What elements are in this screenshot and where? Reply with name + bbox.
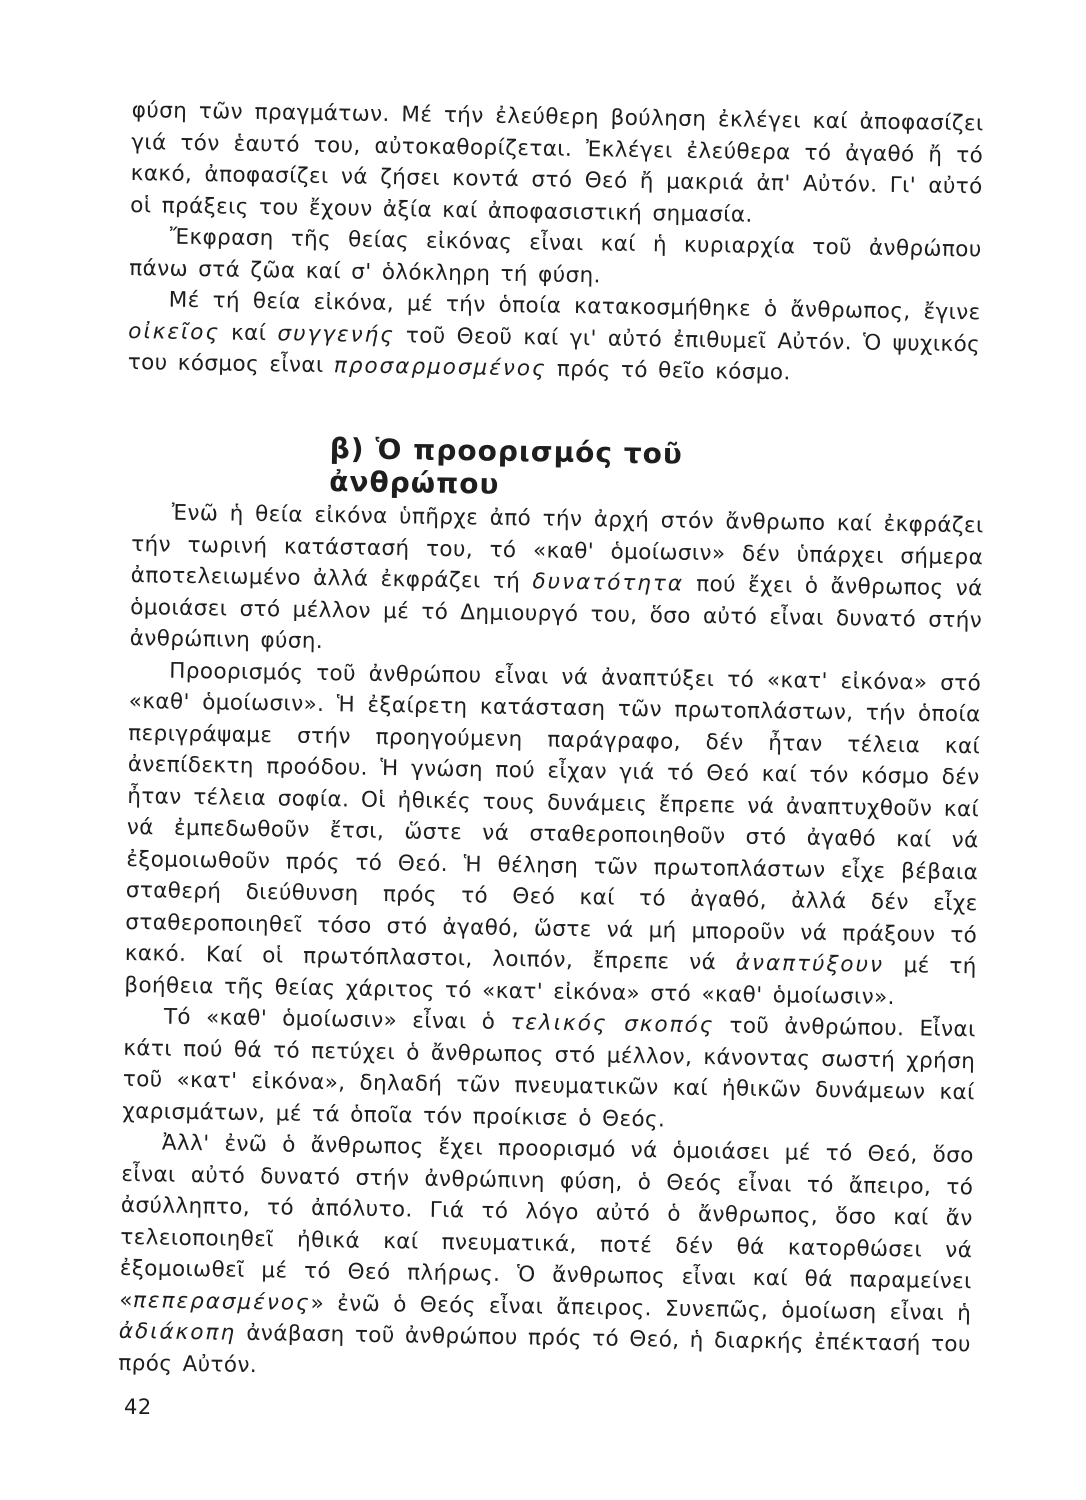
paragraph-text: φύση τῶν πραγμάτων. Μέ τήν ἐλεύθερη βούληση ἐκλέγει καί ἀποφασίζει γιά τόν ἑαυτό του, αὐτοκαθορίζεται. Ἐκλέγει ἐλεύθερα τό ἀγαθό ἤ τό κακό, ἀποφασίζει νά ζήσει κοντά στό Θεό ἤ μακριά ἀπ' Αὐτόν. Γι' αὐτό οἱ πράξεις του ἔχουν ἀξία καί ἀποφασιστική σημασία. xyxy=(130,97,984,228)
paragraph xyxy=(124,654,981,1014)
paragraph xyxy=(122,1001,976,1140)
paragraph-text: Ἀλλ' ἐνῶ ὁ ἄνθρωπος ἔχει προορισμό νά ὁμοιάσει μέ τό Θεό, ὅσο εἶναι αὐτό δυνατό στήν ἀνθρώπινη φύση, ὁ Θεός εἶναι τό ἄπειρο, τό ἀσύλληπτο, τό ἀπόλυτο. Γιά τό λόγο αὐτό ὁ ἄνθρωπος, ὅσο καί ἄν τελειοποιηθεῖ ἠθικά καί πνευματικά, ποτέ δέν θά κατορθώσει νά ἐξομοιωθεῖ μέ τό Θεό πλήρως. Ὁ ἄνθρωπος εἶναι καί θά παραμείνει « xyxy=(119,1130,974,1313)
paragraph-text: τοῦ Θεοῦ καί γι' αὐτό ἐπιθυμεῖ Αὐτόν. Ὁ ψυχικός του κόσμος εἶναι xyxy=(127,322,981,379)
top-text-section xyxy=(128,95,984,392)
paragraph-text: Τό «καθ' ὁμοίωσιν» εἶναι ὁ xyxy=(163,1004,511,1036)
emphasized-term: τελικός σκοπός xyxy=(510,1010,715,1039)
emphasized-term: ἀναπτύξουν xyxy=(735,950,885,978)
emphasized-term: συγγενής xyxy=(277,320,396,348)
emphasized-term: οἰκεῖος xyxy=(128,318,221,345)
paragraph xyxy=(118,1127,974,1392)
paragraph-text: Μέ τή θεία εἰκόνα, μέ τήν ὁποία κατακοσμήθηκε ὁ ἄνθρωπος, ἔγινε xyxy=(168,287,981,326)
paragraph-text: ἀνάβαση τοῦ ἀνθρώπου πρός τό Θεό, ἡ διαρκής ἐπέκτασή του πρός Αὐτόν. xyxy=(118,1320,971,1378)
page-number: 42 xyxy=(124,1395,152,1419)
section-heading: β) Ὁ προορισμός τοῦ ἀνθρώπου xyxy=(328,432,684,501)
paragraph xyxy=(130,497,984,668)
main-text-section xyxy=(118,497,984,1392)
paragraph-text: » ἐνῶ ὁ Θεός εἶναι ἄπειρος. Συνεπῶς, ὁμοίωση εἶναι ἡ xyxy=(310,1290,972,1326)
paragraph-text: Ἐνῶ ἡ θεία εἰκόνα ὑπῆρχε ἀπό τήν ἀρχή στόν ἄνθρωπο καί ἐκφράζει τήν τωρινή κατάστασή του, τό «καθ' ὁμοίωσιν» δέν ὑπάρχει σήμερα ἀποτελειωμένο ἀλλά ἐκφράζει τή xyxy=(130,500,984,595)
paragraph-text: Ἔκφραση τῆς θείας εἰκόνας εἶναι καί ἡ κυριαρχία τοῦ ἀνθρώπου πάνω στά ζῶα καί σ' ὁλόκληρη τή φύση. xyxy=(129,224,982,288)
paragraph-text: πού ἔχει ὁ ἄνθρωπος νά ὁμοιάσει στό μέλλον μέ τό Δημιουργό του, ὅσο αὐτό εἶναι δυνατό στήν ἀνθρώπινη φύση. xyxy=(129,571,983,655)
paragraph-text: καί xyxy=(219,319,278,346)
paragraph-text: μέ τή βοήθεια τῆς θείας χάριτος τό «κατ' εἰκόνα» στό «καθ' ὁμοίωσιν». xyxy=(124,952,977,1010)
paragraph-text: Προορισμός τοῦ ἀνθρώπου εἶναι νά ἀναπτύξει τό «κατ' εἰκόνα» στό «καθ' ὁμοίωσιν». Ἡ ἐξαίρετη κατάσταση τῶν πρωτοπλάστων, τήν ὁποία περιγράψαμε στήν προηγούμενη παράγραφο, δέν ἦταν τέλεια καί ἀνεπίδεκτη προόδου. Ἡ γνώση πού εἶχαν γιά τό Θεό καί τόν κόσμο δέν ἦταν τέλεια σοφία. Οἱ ἠθικές τους δυνάμεις ἔπρεπε νά ἀναπτυχθοῦν καί νά ἐμπεδωθοῦν ἔτσι, ὥστε νά σταθεροποιηθοῦν στό ἀγαθό καί νά ἐξομοιωθοῦν πρός τό Θεό. Ἡ θέληση τῶν πρωτοπλάστων εἶχε βέβαια σταθερή διεύθυνση πρός τό Θεό καί τό ἀγαθό, ἀλλά δέν εἶχε σταθεροποιηθεῖ τόσο στό ἀγαθό, ὥστε νά μή μποροῦν νά πράξουν τό κακό. Καί οἱ πρωτόπλαστοι, λοιπόν, ἔπρεπε νά xyxy=(124,658,982,976)
paragraph-text: πρός τό θεῖο κόσμο. xyxy=(546,356,791,386)
emphasized-term: δυνατότητα xyxy=(532,569,685,597)
emphasized-term: ἀδιάκοπη xyxy=(118,1318,237,1346)
emphasized-term: πεπερασμένος xyxy=(132,1287,311,1316)
paragraph xyxy=(130,95,984,234)
emphasized-term: προσαρμοσμένος xyxy=(333,353,547,382)
paragraph-text: τοῦ ἀνθρώπου. Εἶναι κάτι πού θά τό πετύχει ὁ ἄνθρωπος στό μέλλον, κάνοντας σωστή χρήση τοῦ «κατ' εἰκόνα», δηλαδή τῶν πνευματικῶν καί ἠθικῶν δυνάμεων καί χαρισμάτων, μέ τά ὁποῖα τόν προίκισε ὁ Θεός. xyxy=(122,1013,976,1132)
paragraph xyxy=(128,284,981,392)
